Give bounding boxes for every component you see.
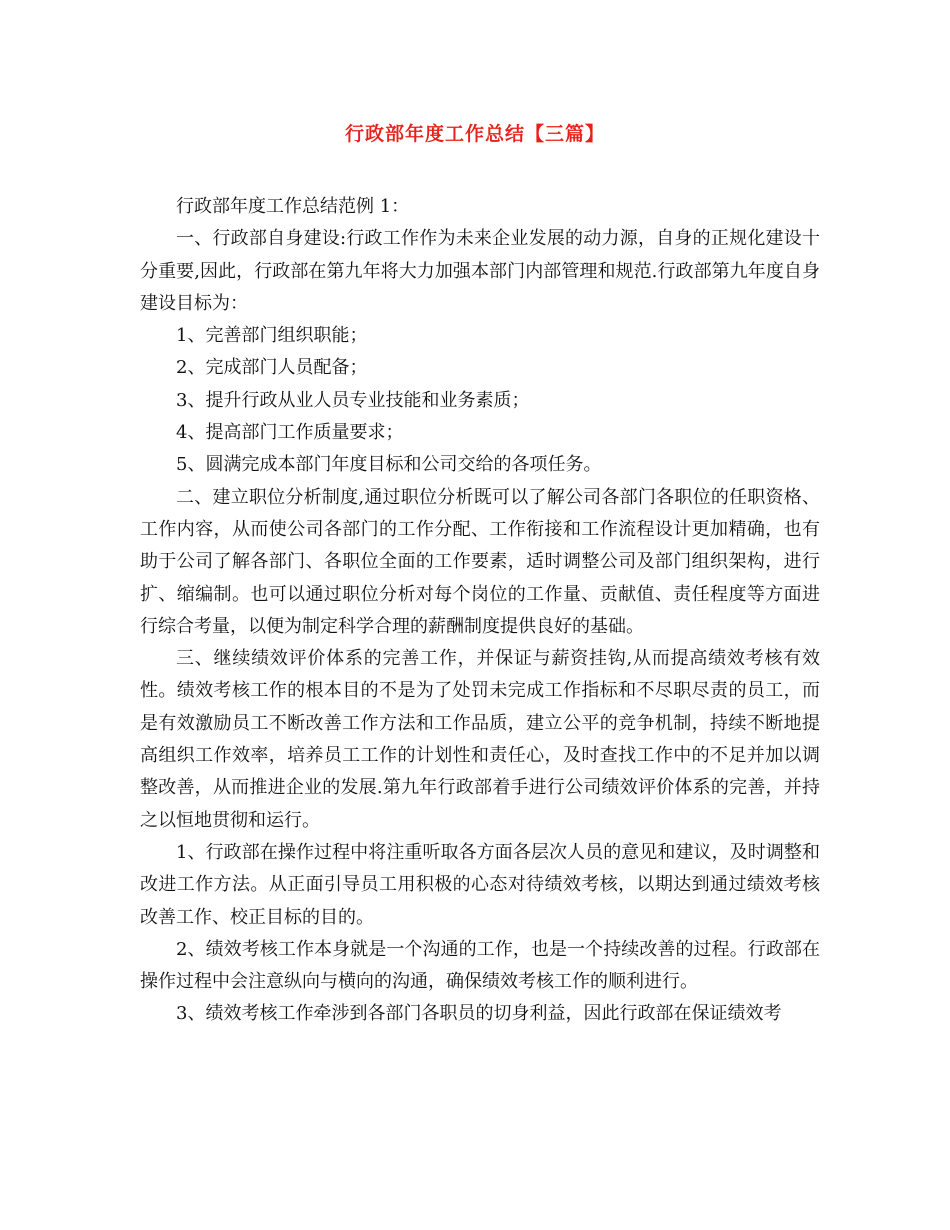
list-item: 5、圆满完成本部门年度目标和公司交给的各项任务。 [176,454,602,476]
list-item: 4、提高部门工作质量要求； [176,422,404,444]
document-body [140,191,820,1031]
paragraph: 三、继续绩效评价体系的完善工作，并保证与薪资挂钩,从而提高绩效考核有效性。绩效考核工作的根本目的不是为了处罚未完成工作指标和不尽职尽责的员工，而是有效激励员工不断改善工作方法和工作品质，建立公平的竞争机制，持续不断地提高组织工作效率，培养员工工作的计划性和责任心，及时查找工作中的不足并加以调整改善，从而推进企业的发展.第九年行政部着手进行公司绩效评价体系的完善，并持之以恒地贯彻和运行。 [140,648,820,831]
paragraph: 二、建立职位分析制度,通过职位分析既可以了解公司各部门各职位的任职资格、工作内容，从而使公司各部门的工作分配、工作衔接和工作流程设计更加精确，也有助于公司了解各部门、各职位全面的工作要素，适时调整公司及部门组织架构，进行扩、缩编制。也可以通过职位分析对每个岗位的工作量、贡献值、责任程度等方面进行综合考量，以便为制定科学合理的薪酬制度提供良好的基础。 [140,486,820,637]
paragraph: 3、绩效考核工作牵涉到各部门各职员的切身利益，因此行政部在保证绩效考 [176,1003,782,1025]
paragraph-heading: 行政部年度工作总结范例 1： [176,196,410,217]
paragraph: 1、行政部在操作过程中将注重听取各方面各层次人员的意见和建议，及时调整和改进工作方法。从正面引导员工用积极的心态对待绩效考核，以期达到通过绩效考核改善工作、校正目标的目的。 [140,841,820,928]
list-item: 1、完善部门组织职能； [176,325,368,347]
list-item: 2、完成部门人员配备； [176,357,368,379]
list-item: 3、提升行政从业人员专业技能和业务素质； [176,389,530,411]
paragraph: 2、绩效考核工作本身就是一个沟通的工作，也是一个持续改善的过程。行政部在操作过程中会注意纵向与横向的沟通，确保绩效考核工作的顺利进行。 [140,938,820,993]
paragraph: 一、行政部自身建设:行政工作作为未来企业发展的动力源，自身的正规化建设十分重要,因此，行政部在第九年将大力加强本部门内部管理和规范.行政部第九年度自身建设目标为： [140,228,820,314]
document-title: 行政部年度工作总结【三篇】 [344,123,605,145]
